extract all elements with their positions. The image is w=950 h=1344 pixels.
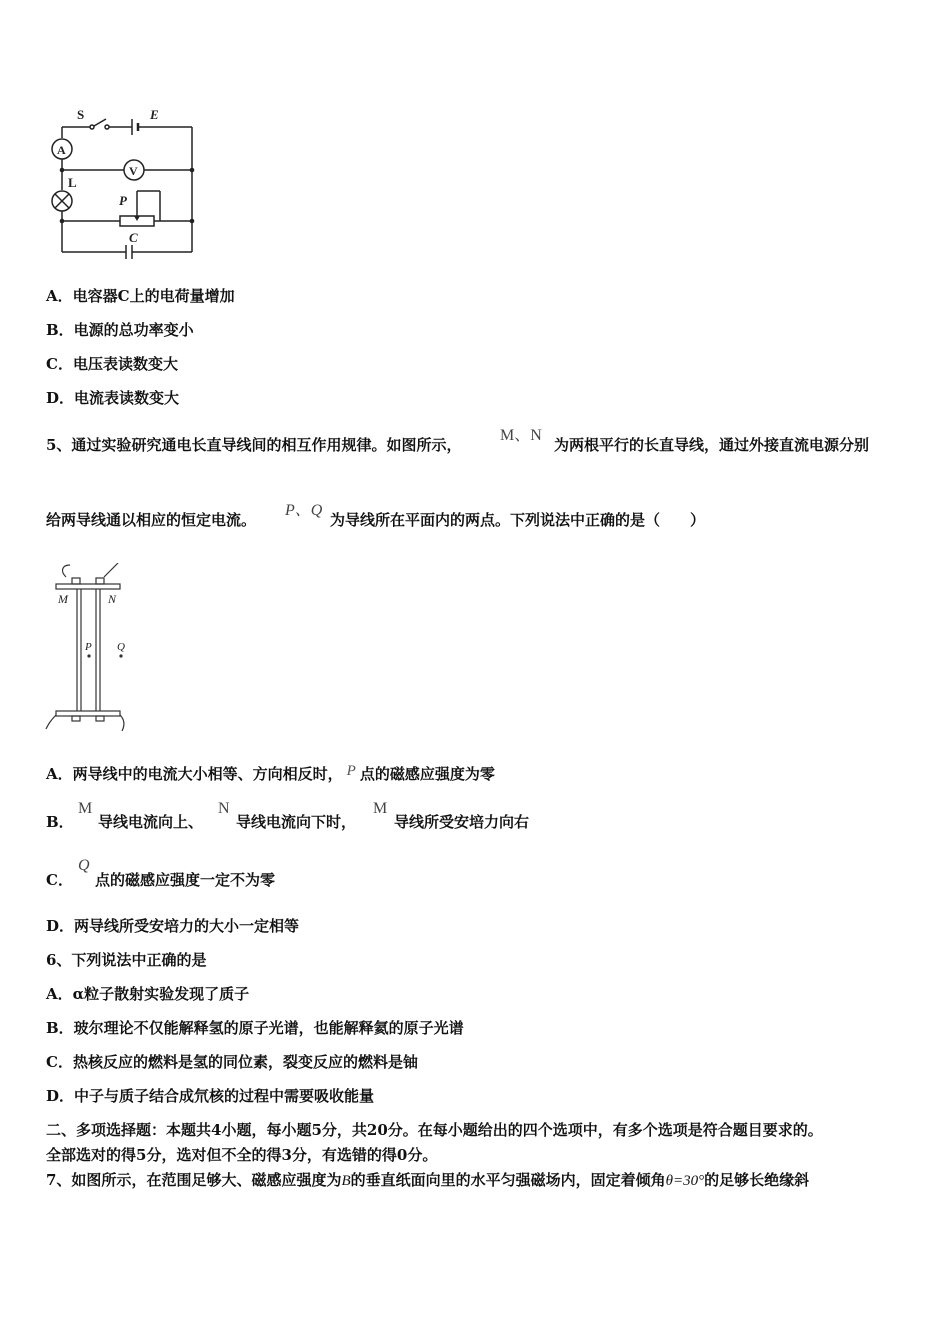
q5-option-a-pre: A．两导线中的电流大小相等、方向相反时， [46,765,343,783]
label-C: C [129,230,138,245]
q5-option-b-mid1: 导线电流向上、 [98,813,204,831]
q5-stem-part3: 给两导线通以相应的恒定电流。 [46,511,257,529]
q7-b-symbol: B [341,1173,351,1189]
q7-pre: 7、如图所示，在范围足够大、磁感应强度为 [46,1171,342,1189]
q6-option-c: C．热核反应的燃料是氢的同位素，裂变反应的燃料是铀 [46,1053,418,1071]
q7-stem [46,1170,809,1191]
q5-option-b-sym3: M [373,800,388,817]
q5-option-b-sym2: N [218,800,230,817]
q5-option-b-post: 导线所受安培力向右 [394,813,530,831]
q5-mn-symbol: M、N [500,427,542,444]
q5-pq-symbol: P、Q [285,502,323,519]
label-S: S [77,107,85,122]
q6-option-b: B．玻尔理论不仅能解释氢的原子光谱，也能解释氦的原子光谱 [46,1019,464,1037]
q5-option-b-mid2: 导线电流向下时， [236,813,357,831]
circuit-diagram [40,95,210,265]
fig-label-N: N [108,592,117,606]
q7-post: 的足够长绝缘斜 [704,1171,810,1189]
q7-theta: θ=30° [665,1173,705,1189]
section2-line2: 全部选对的得5分，选对但不全的得3分，有选错的得0分。 [46,1146,438,1164]
fig-label-M: M [58,592,68,606]
q5-option-a-text [46,764,495,785]
q5-option-b-pre: B． [46,813,74,831]
q5-option-a-post: 点的磁感应强度为零 [359,765,495,783]
q5-option-c-sym: Q [78,857,90,874]
q4-option-a: A．电容器C上的电荷量增加 [46,287,235,305]
fig-label-P: P [85,641,92,653]
q5-option-b-text [46,812,74,832]
q5-stem-part2: 为两根平行的长直导线，通过外接直流电源分别 [554,436,870,454]
fig-label-Q: Q [117,641,125,653]
q5-option-b-sym1: M [78,800,93,817]
q6-option-a: A．α粒子散射实验发现了质子 [46,985,250,1003]
section2-line1: 二、多项选择题：本题共4小题，每小题5分，共20分。在每小题给出的四个选项中，有多个选项是符合题目要求的。 [46,1121,823,1139]
q5-option-c-pre: C． [46,871,73,889]
q6-option-d: D．中子与质子结合成氘核的过程中需要吸收能量 [46,1087,375,1105]
q5-option-c-post: 点的磁感应强度一定不为零 [95,871,276,889]
label-V: V [129,164,138,178]
q5-option-d: D．两导线所受安培力的大小一定相等 [46,917,300,935]
q5-option-a-symbol: P [346,763,356,779]
label-A: A [57,143,66,157]
parallel-wires-figure [44,563,134,733]
label-P: P [119,193,127,208]
label-L: L [68,175,77,190]
q4-option-b: B．电源的总功率变小 [46,321,194,339]
q7-mid: 的垂直纸面向里的水平匀强磁场内，固定着倾角 [350,1171,666,1189]
q5-stem-part4: 为导线所在平面内的两点。下列说法中正确的是（ ） [330,511,706,529]
q6-stem: 6、下列说法中正确的是 [46,951,207,969]
q5-stem-part1: 5、通过实验研究通电长直导线间的相互作用规律。如图所示， [46,436,462,454]
q4-option-d: D．电流表读数变大 [46,389,180,407]
q4-option-c: C．电压表读数变大 [46,355,178,373]
label-E: E [150,107,159,122]
